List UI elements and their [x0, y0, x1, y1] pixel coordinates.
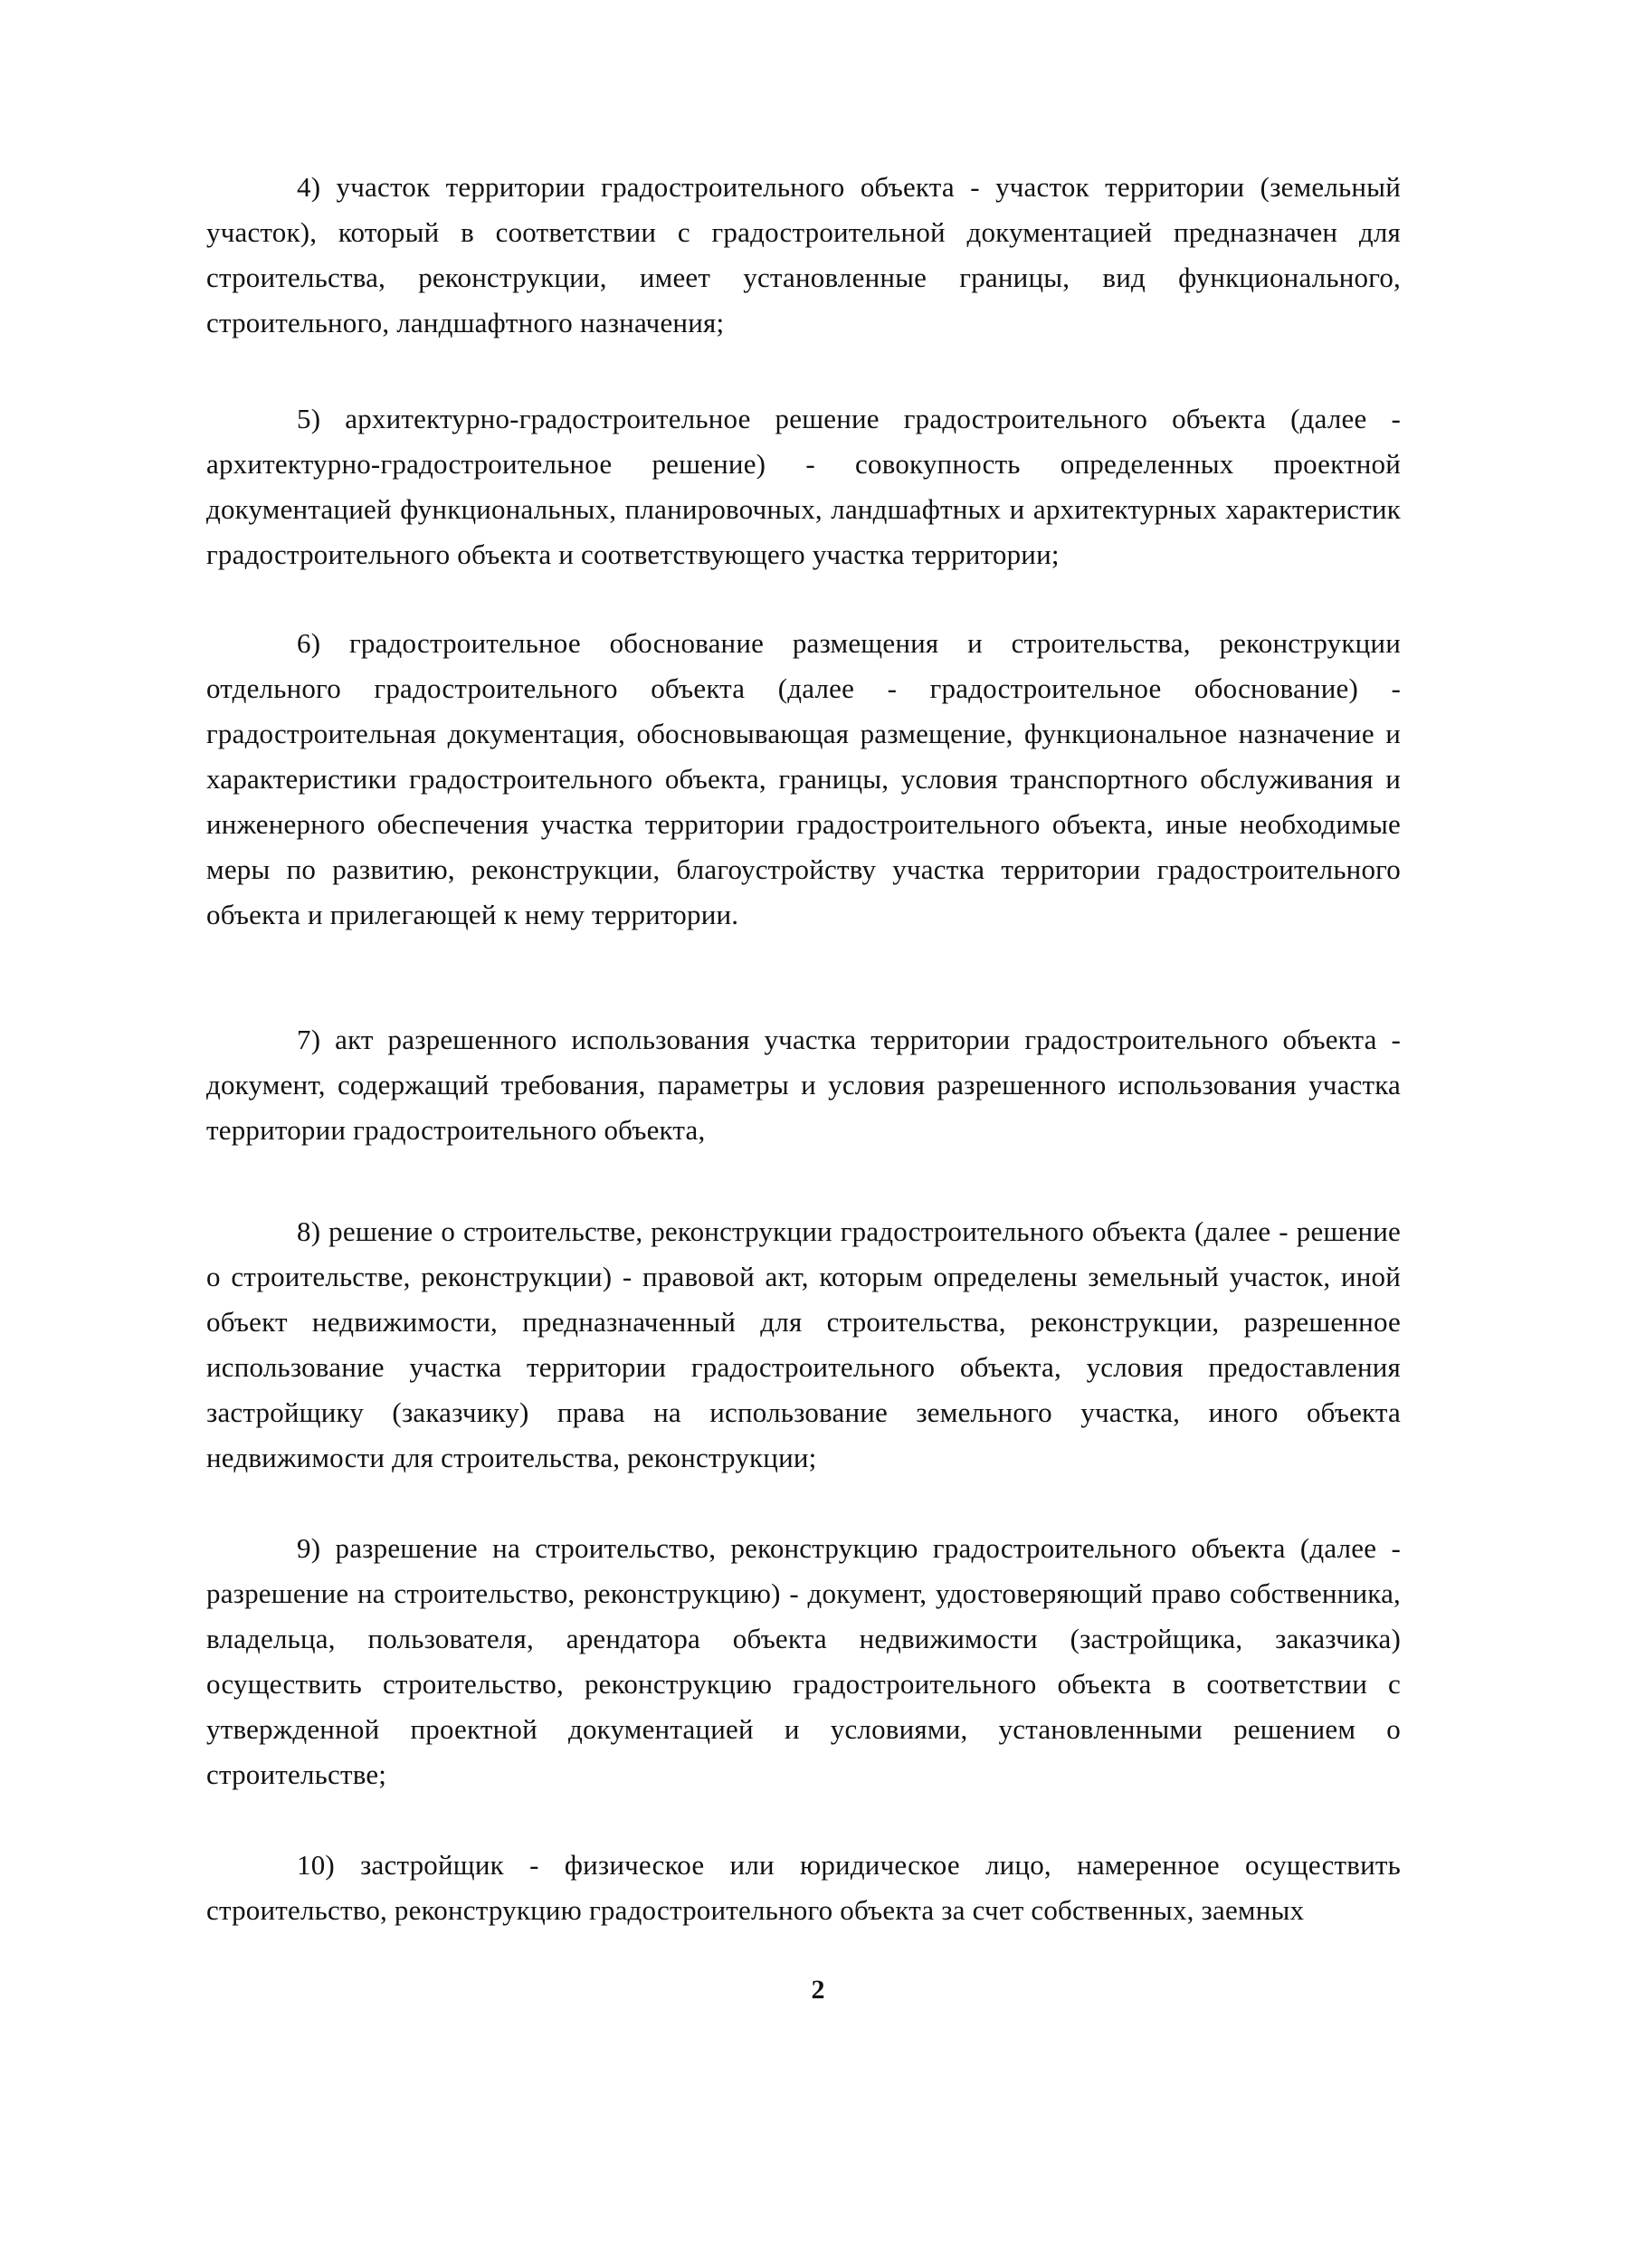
paragraph-item-4: 4) участок территории градостроительного объекта - участок территории (земельный участок), который в соответствии с градостроительной документацией предназначен для строительства, реконструкции, имеет установленные границы, вид функционального, строительного, ландшафтного назначения; — [206, 171, 1401, 338]
paragraph-item-5: 5) архитектурно-градостроительное решение градостроительного объекта (далее - архитектурно-градостроительное решение) - совокупность определенных проектной документацией функциональных, планировочных, ландшафтных и архитектурных характеристик градостроительного объекта и соответствующего участка территории; — [206, 403, 1401, 570]
paragraph-item-9: 9) разрешение на строительство, реконструкцию градостроительного объекта (далее - разрешение на строительство, реконструкцию) - документ, удостоверяющий право собственника, владельца, пользователя, арендатора объекта недвижимости (застройщика, заказчика) осуществить строительство, реконструкцию градостроительного объекта в соответствии с утвержденной проектной документацией и условиями, установленными решением о строительстве; — [206, 1532, 1401, 1790]
page-number: 2 — [811, 1975, 825, 2005]
paragraph-item-7: 7) акт разрешенного использования участка территории градостроительного объекта - документ, содержащий требования, параметры и условия разрешенного использования участка территории градостроительного объекта, — [206, 1024, 1401, 1146]
paragraph-item-6: 6) градостроительное обоснование размещения и строительства, реконструкции отдельного градостроительного объекта (далее - градостроительное обоснование) - градостроительная документация, обосновывающая размещение, функциональное назначение и характеристики градостроительного объекта, границы, условия транспортного обслуживания и инженерного обеспечения участка территории градостроительного объекта, иные необходимые меры по развитию, реконструкции, благоустройству участка территории градостроительного объекта и прилегающей к нему территории. — [206, 627, 1401, 930]
paragraph-item-8: 8) решение о строительстве, реконструкции градостроительного объекта (далее - решение о строительстве, реконструкции) - правовой акт, которым определены земельный участок, иной объект недвижимости, предназначенный для строительства, реконструкции, разрешенное использование участка территории градостроительного объекта, условия предоставления застройщику (заказчику) права на использование земельного участка, иного объекта недвижимости для строительства, реконструкции; — [206, 1215, 1401, 1473]
paragraph-item-10: 10) застройщик - физическое или юридическое лицо, намеренное осуществить строительство, реконструкцию градостроительного объекта за счет собственных, заемных — [206, 1849, 1401, 1926]
